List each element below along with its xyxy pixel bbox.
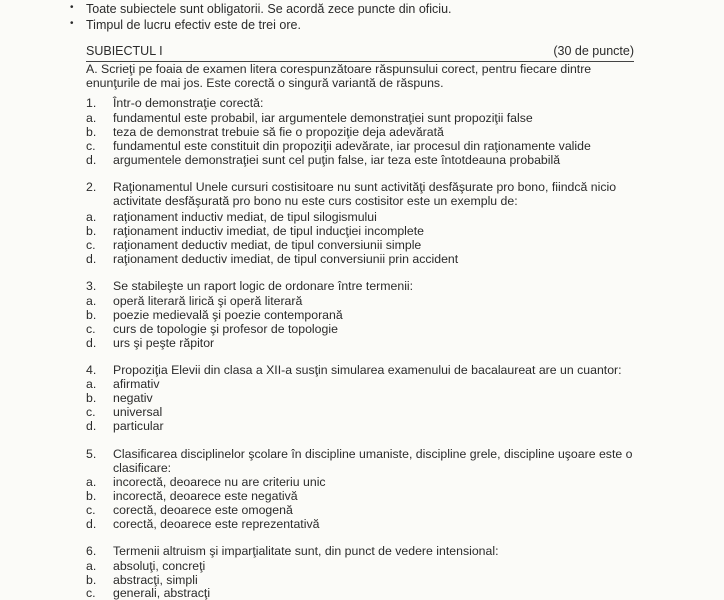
question-number: 6. xyxy=(86,544,97,558)
option-letter: a. xyxy=(86,210,97,224)
bullet-icon: • xyxy=(70,2,74,13)
question-number: 1. xyxy=(86,96,97,110)
question-text: Raţionamentul Unele cursuri costisitoare nu sunt activităţi desfăşurate pro bono, fiindcă nicio activitate desfăşurată pro bono nu este curs costisitor este un exemplu de: xyxy=(113,180,617,208)
option-letter: c. xyxy=(86,238,96,252)
question-text: Clasificarea disciplinelor şcolare în discipline umaniste, discipline grele, discipline uşoare este o clasificare: xyxy=(113,447,633,475)
instruction-bullet xyxy=(70,18,301,32)
option-text: teza de demonstrat trebuie să fie o propoziţie deja adevărată xyxy=(113,125,444,139)
option-letter: b. xyxy=(86,308,97,322)
option-text: corectă, deoarece este reprezentativă xyxy=(113,517,320,531)
option-text: fundamentul este probabil, iar argumentele demonstraţiei sunt propoziţii false xyxy=(113,111,533,125)
option-letter: d. xyxy=(86,517,97,531)
option-letter: a. xyxy=(86,475,97,489)
section-intro: A. Scrieţi pe foaia de examen litera corespunzătoare răspunsului corect, pentru fiecare dintre enunţurile de mai jos. Este corectă o singură variantă de răspuns. xyxy=(86,62,592,90)
option-text: curs de topologie şi profesor de topologie xyxy=(113,322,338,336)
option-letter: a. xyxy=(86,377,97,391)
option-letter: c. xyxy=(86,139,96,153)
option-letter: c. xyxy=(86,322,96,336)
instruction-bullet xyxy=(70,2,452,16)
option-text: urs şi peşte răpitor xyxy=(113,336,215,350)
option-letter: d. xyxy=(86,336,97,350)
instruction-text: Toate subiectele sunt obligatorii. Se acordă zece puncte din oficiu. xyxy=(86,2,452,16)
section-title: SUBIECTUL I xyxy=(86,44,163,58)
option-text: abstracţi, simpli xyxy=(113,573,198,587)
option-text: incorectă, deoarece este negativă xyxy=(113,489,298,503)
question-number: 4. xyxy=(86,363,97,377)
option-text: particular xyxy=(113,419,164,433)
option-text: raţionament inductiv mediat, de tipul silogismului xyxy=(113,210,377,224)
question-number: 3. xyxy=(86,279,97,293)
option-letter: b. xyxy=(86,224,97,238)
option-text: poezie medievală şi poezie contemporană xyxy=(113,308,343,322)
question-text: Termenii altruism şi imparţialitate sunt, din punct de vedere intensional: xyxy=(113,544,499,558)
option-letter: d. xyxy=(86,419,97,433)
question-number: 2. xyxy=(86,180,97,194)
option-letter: b. xyxy=(86,489,97,503)
option-text: absoluţi, concreţi xyxy=(113,559,206,573)
option-text: universal xyxy=(113,405,163,419)
option-letter: a. xyxy=(86,111,97,125)
option-text: raţionament deductiv mediat, de tipul conversiunii simple xyxy=(113,238,422,252)
bullet-icon: • xyxy=(70,18,74,29)
option-letter: b. xyxy=(86,391,97,405)
option-letter: a. xyxy=(86,294,97,308)
question-text: Propoziţia Elevii din clasa a XII-a susţin simularea examenului de bacalaureat are un cuantor: xyxy=(113,363,622,377)
option-text: fundamentul este constituit din propoziţii adevărate, iar procesul din raţionamente valide xyxy=(113,139,591,153)
option-text: generali, abstracţi xyxy=(113,586,211,600)
option-letter: a. xyxy=(86,559,97,573)
section-header xyxy=(86,44,634,62)
option-text: operă literară lirică şi operă literară xyxy=(113,294,303,308)
instruction-text: Timpul de lucru efectiv este de trei ore. xyxy=(86,18,301,32)
question-number: 5. xyxy=(86,447,97,461)
option-text: afirmativ xyxy=(113,377,160,391)
option-text: corectă, deoarece este omogenă xyxy=(113,503,293,517)
option-letter: c. xyxy=(86,503,96,517)
option-letter: b. xyxy=(86,125,97,139)
option-letter: c. xyxy=(86,405,96,419)
option-text: negativ xyxy=(113,391,153,405)
section-points: (30 de puncte) xyxy=(553,44,634,58)
option-text: incorectă, deoarece nu are criteriu unic xyxy=(113,475,326,489)
option-letter: b. xyxy=(86,573,97,587)
question-text: Se stabileşte un raport logic de ordonare între termenii: xyxy=(113,279,414,293)
option-letter: c. xyxy=(86,586,96,600)
option-text: raţionament inductiv imediat, de tipul inducţiei incomplete xyxy=(113,224,425,238)
option-letter: d. xyxy=(86,252,97,266)
question-text: Într-o demonstraţie corectă: xyxy=(113,96,264,110)
option-text: raţionament deductiv imediat, de tipul conversiunii prin accident xyxy=(113,252,459,266)
option-letter: d. xyxy=(86,153,97,167)
option-text: argumentele demonstraţiei sunt cel puţin false, iar teza este întotdeauna probabilă xyxy=(113,153,561,167)
